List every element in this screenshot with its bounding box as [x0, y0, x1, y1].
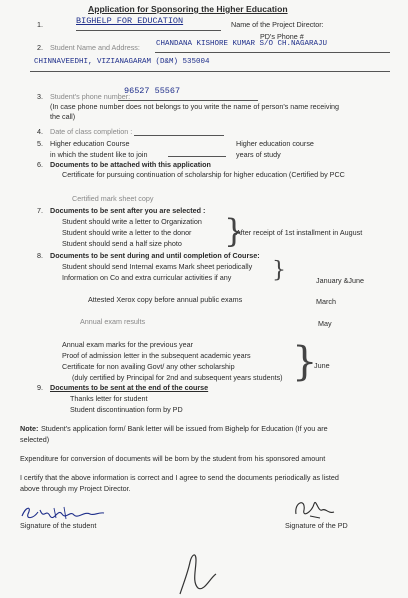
expenditure-text: Expenditure for conversion of documents will be born by the student from his sponsored amount [20, 454, 326, 463]
item-7-number: 7. [37, 206, 43, 215]
item-6-number: 6. [37, 160, 43, 169]
during-doc-g: Certificate for non availing Govt/ any other scholarship [62, 362, 235, 371]
brace-8b: } [292, 339, 318, 385]
course-label-c: Higher education course [236, 139, 314, 148]
item-2-number: 2. [37, 43, 43, 52]
during-docs-label: Documents to be sent during and until completion of Course: [50, 251, 260, 260]
pd-signature [290, 496, 340, 522]
student-name-line [155, 52, 390, 53]
phone-note-b: the call) [50, 112, 76, 121]
during-doc-d: Annual exam results [80, 317, 146, 326]
selected-docs-label: Documents to be sent after you are selected : [50, 206, 206, 215]
during-doc-e: Annual exam marks for the previous year [62, 340, 194, 349]
phone-note-a: (In case phone number does not belongs to you write the name of person's name receiving [50, 102, 340, 111]
student-name-label: Student Name and Address: [50, 43, 140, 52]
years-label: years of study [236, 150, 281, 159]
pen-mark [170, 548, 230, 596]
form-title: Application for Sponsoring the Higher Education [88, 4, 288, 14]
pd-name-label: Name of the Project Director: [231, 20, 324, 29]
during-doc-b-when: January &June [316, 276, 364, 285]
certify-text-b: above through my Project Director. [20, 484, 131, 493]
selected-doc-c: Student should send a half size photo [62, 239, 182, 248]
during-doc-b: Information on Co and extra curricular activities if any [62, 273, 232, 282]
item-4-number: 4. [37, 127, 43, 136]
during-doc-efgh-when: June [314, 361, 330, 370]
selected-doc-a: Student should write a letter to Organization [62, 217, 202, 226]
course-line [168, 156, 226, 157]
note-text-b: selected) [20, 435, 50, 444]
item-3-number: 3. [37, 92, 43, 101]
end-doc-b: Student discontinuation form by PD [70, 405, 183, 414]
pd-name-value: BIGHELP FOR EDUCATION [76, 16, 184, 26]
phone-label: Student's phone number: [50, 92, 131, 101]
during-doc-f: Proof of admission letter in the subsequent academic years [62, 351, 251, 360]
item-9-number: 9. [37, 383, 43, 392]
attached-docs-label: Documents to be attached with this application [50, 160, 211, 169]
pd-phone-label: PD's Phone # [260, 32, 304, 41]
student-address-value: CHINNAVEEDHI, VIZIANAGARAM (D&M) 535004 [34, 58, 210, 66]
end-docs-label: Documents to be sent at the end of the course [50, 383, 209, 392]
after-receipt-text: After receipt of 1st installment in August [236, 228, 363, 237]
selected-doc-b: Student should write a letter to the donor [62, 228, 192, 237]
student-name-value: CHANDANA KISHORE KUMAR S/O CH.NAGARAJU [156, 40, 328, 48]
attached-doc-a: Certificate for pursuing continuation of scholarship for higher education (Certified by PCC [62, 170, 345, 179]
completion-date-line [134, 135, 224, 136]
item-1-number: 1. [37, 20, 43, 29]
during-doc-d-when: May [318, 319, 332, 328]
item-8-number: 8. [37, 251, 43, 260]
during-doc-a: Student should send Internal exams Mark sheet periodically [62, 262, 253, 271]
pd-name-line [76, 30, 221, 31]
during-doc-h: (duly certified by Principal for 2nd and subsequent years students) [72, 373, 283, 382]
brace-8a: } [272, 258, 286, 283]
course-label-a: Higher education Course [50, 139, 130, 148]
student-signature-label: Signature of the student [20, 521, 97, 530]
during-doc-c-when: March [316, 297, 336, 306]
attached-doc-b: Certified mark sheet copy [72, 194, 154, 203]
phone-value: 96527 55567 [124, 86, 181, 96]
student-address-line [30, 71, 390, 72]
item-5-number: 5. [37, 139, 43, 148]
completion-date-label: Date of class completion : [50, 127, 133, 136]
pd-signature-label: Signature of the PD [285, 521, 348, 530]
phone-line [118, 100, 258, 101]
note-label: Note: [20, 424, 39, 433]
course-label-b: in which the student like to join [50, 150, 148, 159]
certify-text-a: I certify that the above information is correct and I agree to send the documents periodically as listed [20, 473, 339, 482]
end-doc-a: Thanks letter for student [70, 394, 148, 403]
note-text-a: Student's application form/ Bank letter will be issued from Bighelp for Education (If you are [41, 424, 328, 433]
during-doc-c: Attested Xerox copy before annual public exams [88, 295, 243, 304]
brace-7: } [224, 212, 245, 250]
